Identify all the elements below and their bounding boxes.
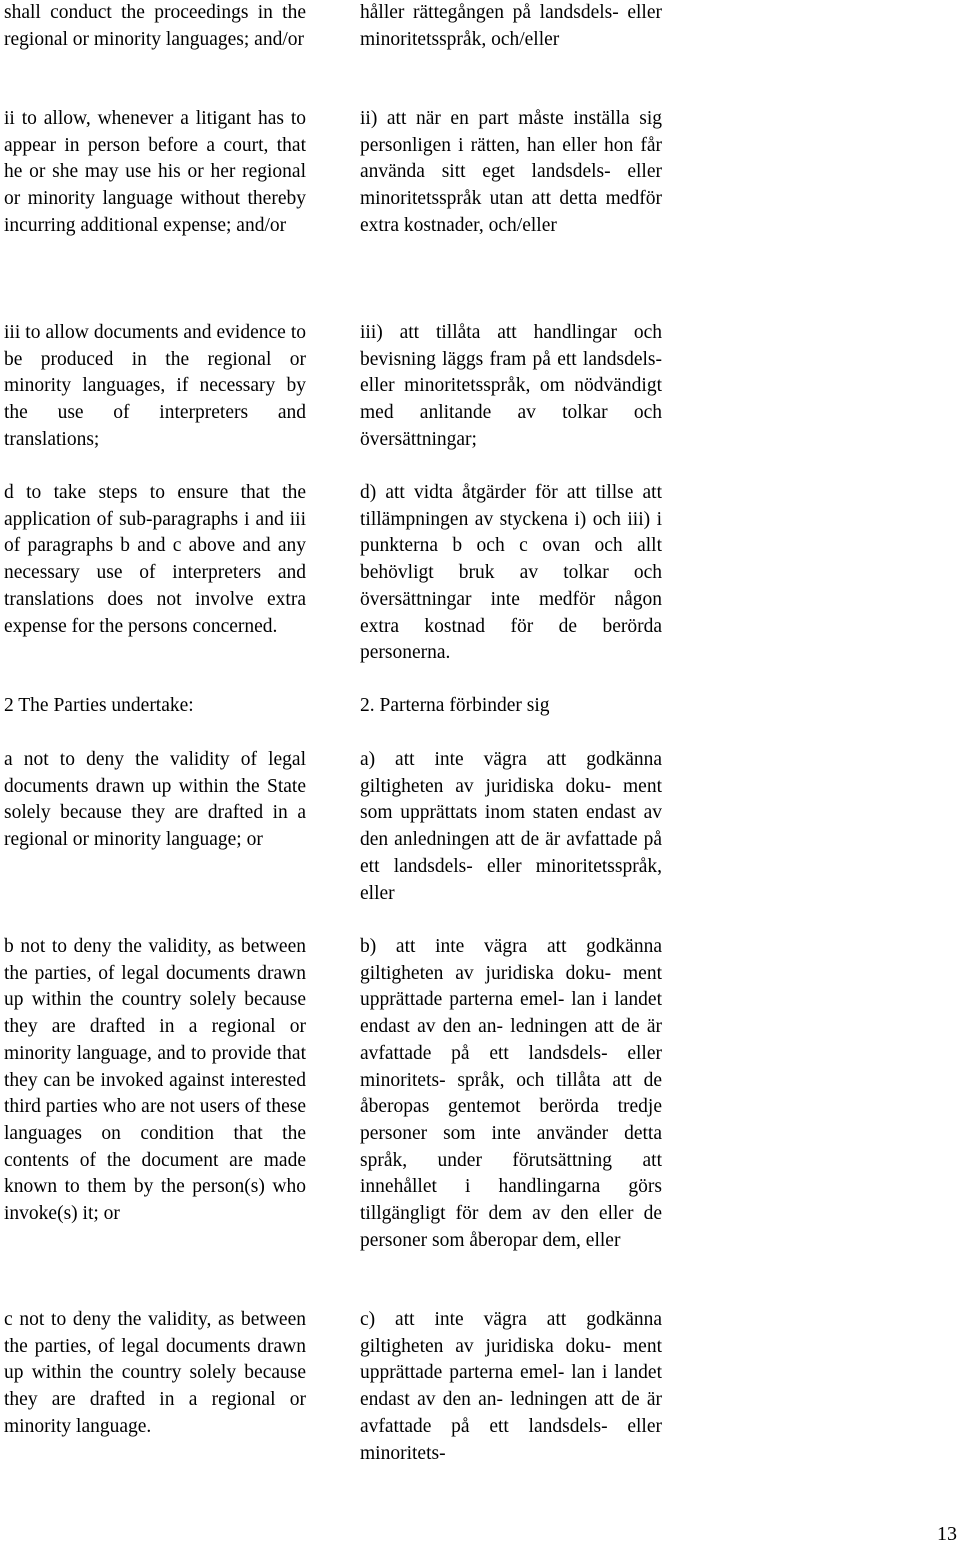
sv-paragraph-proceedings: håller rättegången på landsdels- eller minoritetsspråk, och/eller <box>360 2 662 50</box>
en-paragraph-c: c not to deny the validity, as between the parties, of legal documents drawn up within the country solely because they are drafted in a regional or minority language. <box>4 1309 306 1437</box>
sv-paragraph-iii: iii) att tillåta att handlingar och bevisning läggs fram på ett landsdels- eller minoritetsspråk, om nödvändigt med anlitande av tolkar och översättningar; <box>360 322 662 450</box>
sv-paragraph-b: b) att inte vägra att godkänna giltigheten av juridiska doku- ment upprättade parterna emel- lan i landet endast av den an- ledningen att de är avfattade på ett landsdels- eller minoritets- språk, och tillåta att de åberopas gentemot berörda tredje personer som inte använder detta språk, under förutsättning att innehållet i handlingarna görs tillgängligt för dem av den eller de personer som åberopar dem, eller <box>360 936 662 1251</box>
en-paragraph-ii: ii to allow, whenever a litigant has to appear in person before a court, that he or she may use his or her regional or minority language without thereby incurring additional expense; and/or <box>4 108 306 236</box>
sv-paragraph-c: c) att inte vägra att godkänna giltigheten av juridiska doku- ment upprättade parterna emel- lan i landet endast av den an- ledningen att de är avfattade på ett landsdels- eller minoritets- <box>360 1309 662 1464</box>
sv-paragraph-d: d) att vidta åtgärder för att tillse att tillämpningen av styckena i) och iii) i punkterna b och c ovan och allt behövligt bruk av tolkar och översättningar inte medför någon extra kostnad för de berörda personerna. <box>360 482 662 664</box>
en-paragraph-a: a not to deny the validity of legal documents drawn up within the State solely because they are drafted in a regional or minority language; or <box>4 749 306 851</box>
en-paragraph-b: b not to deny the validity, as between the parties, of legal documents drawn up within the country solely because they are drafted in a regional or minority language, and to provide that they can be invoked against interested third parties who are not users of these languages on condition that the contents of the document are made known to them by the person(s) who invoke(s) it; or <box>4 936 306 1225</box>
en-heading-parties-undertake: 2 The Parties undertake: <box>4 695 194 716</box>
sv-paragraph-a: a) att inte vägra att godkänna giltigheten av juridiska doku- ment som upprättats inom staten endast av den anledningen att de är avfattade på ett landsdels- eller minoritetsspråk, eller <box>360 749 662 904</box>
sv-paragraph-ii: ii) att när en part måste inställa sig personligen i rätten, han eller hon får använda sitt eget landsdels- eller minoritetsspråk utan att detta medför extra kostnader, och/eller <box>360 108 662 236</box>
en-paragraph-d: d to take steps to ensure that the application of sub-paragraphs i and iii of paragraphs b and c above and any necessary use of interpreters and translations does not involve extra expense for the persons concerned. <box>4 482 306 637</box>
en-paragraph-proceedings: shall conduct the proceedings in the regional or minority languages; and/or <box>4 2 306 50</box>
sv-heading-parterna-forbinder: 2. Parterna förbinder sig <box>360 695 550 716</box>
page-number: 13 <box>937 1523 957 1545</box>
en-paragraph-iii: iii to allow documents and evidence to be produced in the regional or minority languages, if necessary by the use of interpreters and translations; <box>4 322 306 450</box>
